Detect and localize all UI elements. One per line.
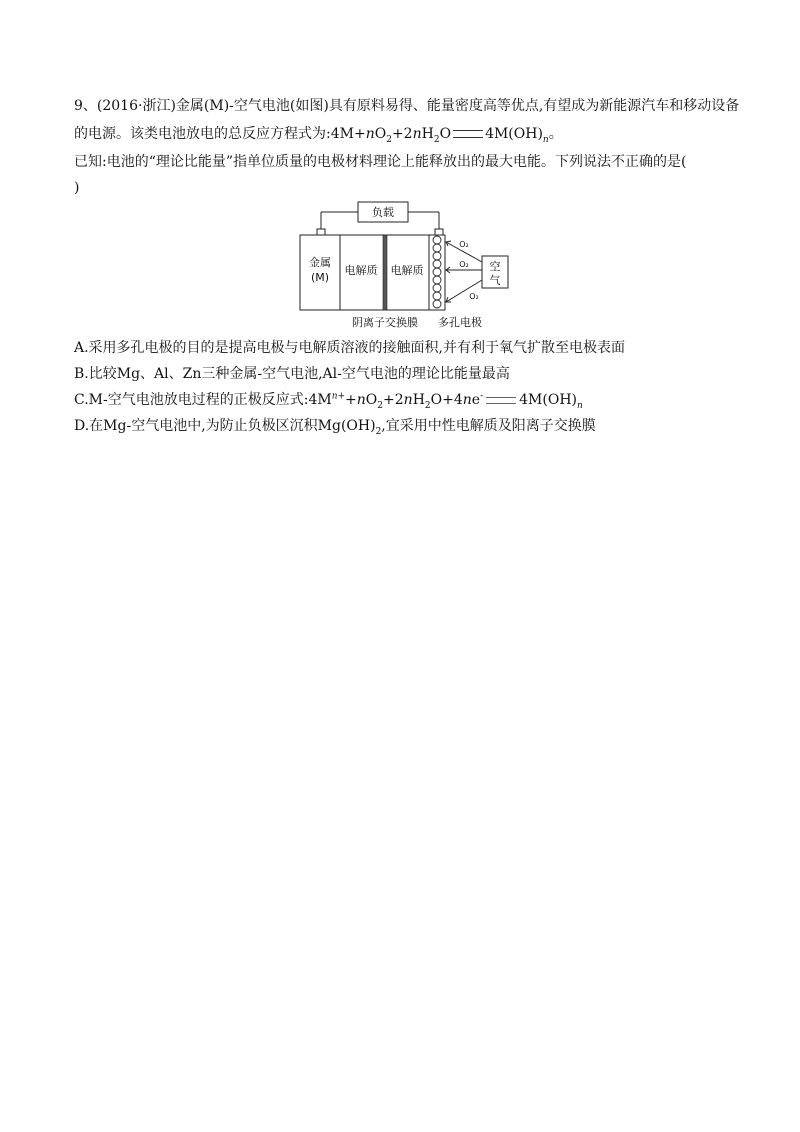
option-c-product: 4M(OH) xyxy=(519,392,577,408)
option-b xyxy=(74,364,510,384)
option-c-electron: e xyxy=(471,392,481,408)
electrode-caption: 多孔电极 xyxy=(438,316,482,329)
air-label-1: 空 xyxy=(489,260,501,273)
option-c-h: H xyxy=(412,392,425,408)
option-a-text: A.采用多孔电极的目的是提高电极与电解质溶液的接触面积,并有利于氧气扩散至电极表面 xyxy=(74,340,626,356)
equals-sign-icon xyxy=(453,130,483,138)
option-c-n3: n xyxy=(462,392,472,408)
option-d-suffix: ,宜采用中性电解质及阳离子交换膜 xyxy=(381,418,596,434)
h-subscript: 2 xyxy=(433,134,440,145)
o2-symbol: O xyxy=(374,126,387,142)
question-stem-text-3: 已知:电池的“理论比能量”指单位质量的电极材料理论上能释放出的最大电能。下列说法不正确的是( xyxy=(74,154,687,170)
option-d-subscript: 2 xyxy=(375,426,382,437)
option-c-o-plus4: O+4 xyxy=(430,392,463,408)
o2-top-label: O₂ xyxy=(459,240,469,249)
right-terminal xyxy=(435,229,443,235)
option-c-n1: n xyxy=(356,392,366,408)
o-symbol: O xyxy=(439,126,452,142)
option-c-prefix: C.M-空气电池放电过程的正极反应式:4M xyxy=(74,392,332,408)
load-label: 负载 xyxy=(372,206,394,219)
battery-diagram xyxy=(296,200,516,332)
option-c-o2-sub: 2 xyxy=(377,400,384,411)
option-c-electron-sup: - xyxy=(480,391,484,402)
electrolyte-right-label: 电解质 xyxy=(390,264,424,277)
option-d-prefix: D.在Mg-空气电池中,为防止负极区沉积Mg(OH) xyxy=(74,418,376,434)
o2-mid-label: O₂ xyxy=(459,260,469,269)
option-c-superscript: n+ xyxy=(331,391,346,402)
option-c-plus2: +2 xyxy=(383,392,404,408)
question-stem-line-1 xyxy=(74,96,739,116)
option-c-n2: n xyxy=(403,392,413,408)
option-a xyxy=(74,338,625,358)
option-b-text: B.比较Mg、Al、Zn三种金属-空气电池,Al-空气电池的理论比能量最高 xyxy=(74,366,510,382)
question-stem-text-1: 9、(2016·浙江)金属(M)-空气电池(如图)具有原料易得、能量密度高等优点,有望成为新能源汽车和移动设备 xyxy=(74,98,740,114)
question-stem-line-4 xyxy=(74,178,79,198)
option-c-plus: + xyxy=(345,392,357,408)
product: 4M(OH) xyxy=(485,126,543,142)
metal-label-1: 金属 xyxy=(309,256,331,269)
o2-bottom-label: O₂ xyxy=(469,292,479,301)
left-terminal xyxy=(317,229,325,235)
membrane-caption: 阴离子交换膜 xyxy=(352,316,418,329)
question-stem-text-4: ) xyxy=(74,180,80,196)
option-c xyxy=(74,390,583,410)
question-stem-line-2 xyxy=(74,124,563,144)
electrolyte-left-label: 电解质 xyxy=(344,264,378,277)
plus-two: +2 xyxy=(391,126,413,142)
product-subscript: n xyxy=(542,134,549,145)
option-c-equals-icon xyxy=(486,397,516,404)
question-stem-line-3 xyxy=(74,152,687,172)
option-c-h-sub: 2 xyxy=(424,400,431,411)
battery-diagram-svg xyxy=(296,200,516,332)
anion-membrane xyxy=(383,235,387,310)
h-symbol: H xyxy=(421,126,434,142)
coef-n-2: n xyxy=(412,126,422,142)
coef-n: n xyxy=(365,126,375,142)
period: 。 xyxy=(548,126,563,142)
option-d xyxy=(74,416,596,436)
stem-prefix: 的电源。该类电池放电的总反应方程式为:4M+ xyxy=(74,126,366,142)
option-c-product-sub: n xyxy=(577,400,583,411)
o2-subscript: 2 xyxy=(386,134,392,145)
porous-electrode xyxy=(433,236,441,308)
metal-label-2: (M) xyxy=(310,271,330,284)
option-c-o2: O xyxy=(365,392,378,408)
air-label-2: 气 xyxy=(489,274,501,287)
